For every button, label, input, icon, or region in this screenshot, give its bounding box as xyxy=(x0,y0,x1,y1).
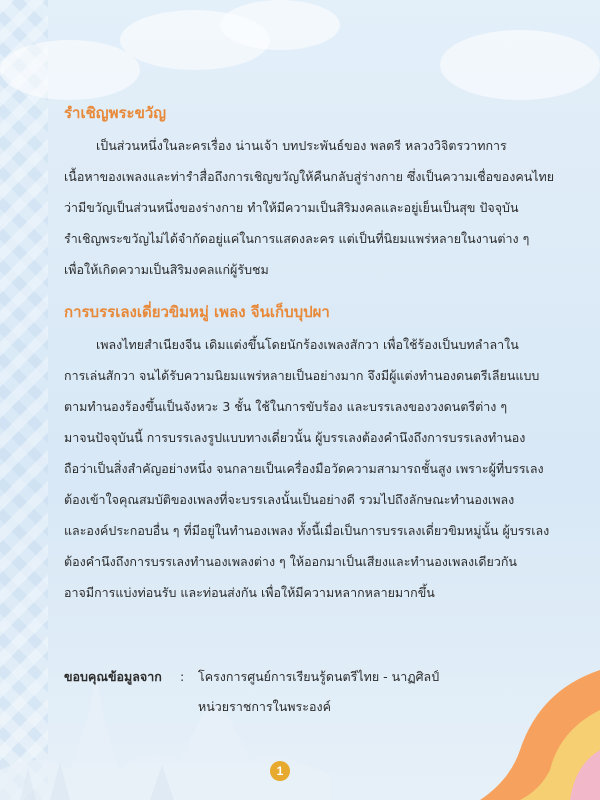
section2-line: การเล่นสักวา จนได้รับความนิยมแพร่หลายเป็นอย่างมาก จึงมีผู้แต่งทำนองดนตรีเลียนแบบ xyxy=(64,368,540,383)
cloud-decoration xyxy=(440,30,600,100)
cloud-decoration xyxy=(220,0,340,50)
credit-label: ขอบคุณข้อมูลจาก xyxy=(64,669,162,684)
section2-line: อาจมีการแบ่งท่อนรับ และท่อนส่งกัน เพื่อให้มีความหลากหลายมากขึ้น xyxy=(64,585,435,600)
credit-block xyxy=(64,662,439,722)
section1-line: เนื้อหาของเพลงและท่ารำสื่อถึงการเชิญขวัญให้คืนกลับสู่ร่างกาย ซึ่งเป็นความเชื่อของคนไทย xyxy=(64,169,555,184)
section2-paragraph xyxy=(64,329,582,608)
section2-line-text: เพลงไทยสำเนียงจีน เดิมแต่งขึ้นโดยนักร้องเพลงสักวา เพื่อใช้ร้องเป็นบทลำลาใน xyxy=(96,337,519,352)
section2-line: ถือว่าเป็นสิ่งสำคัญอย่างหนึ่ง จนกลายเป็นเครื่องมือวัดความสามารถชั้นสูง เพราะผู้ที่บรรเลง xyxy=(64,461,544,476)
main-content xyxy=(64,100,582,608)
section2-title: การบรรเลงเดี่ยวขิมหมู่ เพลง จีนเก็บบุปผา xyxy=(64,303,330,321)
credit-source-line1: โครงการศูนย์การเรียนรู้ดนตรีไทย - นาฏศิลป์ xyxy=(198,669,440,684)
section1-line: ว่ามีขวัญเป็นส่วนหนึ่งของร่างกาย ทำให้มีความเป็นสิริมงคลและอยู่เย็นเป็นสุข ปัจจุบัน xyxy=(64,200,519,215)
credit-source-line2: หน่วยราชการในพระองค์ xyxy=(198,699,331,714)
section2-line: ต้องเข้าใจคุณสมบัติของเพลงที่จะบรรเลงนั้นเป็นอย่างดี รวมไปถึงลักษณะทำนองเพลง xyxy=(64,492,515,507)
cloud-decoration xyxy=(0,40,140,100)
section2-line: ตามทำนองร้องขึ้นเป็นจังหวะ 3 ชั้น ใช้ในการขับร้อง และบรรเลงของวงดนตรีต่าง ๆ xyxy=(64,399,508,414)
section1-line xyxy=(64,130,582,161)
section2-line xyxy=(64,329,582,360)
credit-colon: : xyxy=(180,669,185,684)
section2-line: มาจนปัจจุบันนี้ การบรรเลงรูปแบบทางเดี่ยวนั้น ผู้บรรเลงต้องคำนึงถึงการบรรเลงทำนอง xyxy=(64,430,526,445)
section1-paragraph xyxy=(64,130,582,285)
section1-line: รำเชิญพระขวัญไม่ได้จำกัดอยู่แค่ในการแสดงละคร แต่เป็นที่นิยมแพร่หลายในงานต่าง ๆ xyxy=(64,231,530,246)
section2-line: และองค์ประกอบอื่น ๆ ที่มีอยู่ในทำนองเพลง ทั้งนี้เมื่อเป็นการบรรเลงเดี่ยวขิมหมู่นั้น ผู้บรรเลง xyxy=(64,523,550,538)
section1-line-text: เป็นส่วนหนึ่งในละครเรื่อง น่านเจ้า บทประพันธ์ของ พลตรี หลวงวิจิตรวาทการ xyxy=(96,138,507,153)
section1-line: เพื่อให้เกิดความเป็นสิริมงคลแก่ผู้รับชม xyxy=(64,262,269,277)
credit-row xyxy=(64,662,439,692)
credit-row xyxy=(64,692,439,722)
section1-title: รำเชิญพระขวัญ xyxy=(64,104,167,122)
section2-line: ต้องคำนึงถึงการบรรเลงทำนองเพลงต่าง ๆ ให้ออกมาเป็นเสียงและทำนองเพลงเดียวกัน xyxy=(64,554,517,569)
corner-decoration xyxy=(480,670,600,800)
page-number-badge: 1 xyxy=(270,761,290,781)
